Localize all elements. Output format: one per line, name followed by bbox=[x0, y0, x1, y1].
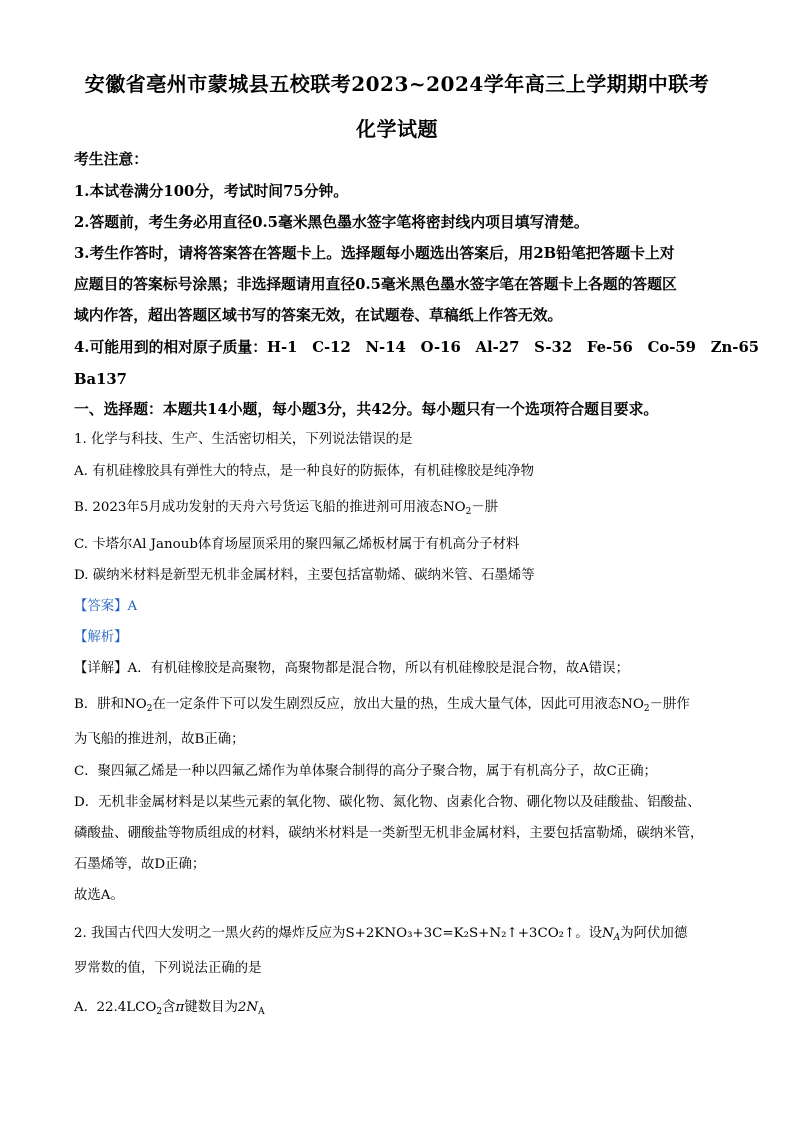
q1-detail-b-line-1: B．肼和$NO_2$在一定条件下可以发生剧烈反应，放出大量的热，生成大量气体，因此可用液态$NO_2-$肼作 bbox=[74, 697, 690, 714]
q1-option-b: B. 2023年5月成功发射的天舟六号货运飞船的推进剂可用液态$NO_2-$肼 bbox=[74, 500, 499, 517]
notice-item-4-line-1: 4.可能用到的相对原子质量：H-1 C-12 N-14 O-16 Al-27 S-32 Fe-56 Co-59 Zn-65 bbox=[74, 339, 760, 356]
avogadro-symbol: $N_A$ bbox=[602, 926, 621, 943]
no2-formula: $NO_2$ bbox=[442, 500, 472, 517]
notice-heading: 考生注意： bbox=[74, 151, 148, 168]
q1-detail-d-line-3: 石墨烯等，故D正确； bbox=[74, 857, 206, 872]
q2-stem-line-2: 罗常数的值，下列说法正确的是 bbox=[74, 961, 262, 976]
q1-detail-a: 【详解】A．有机硅橡胶是高聚物，高聚物都是混合物，所以有机硅橡胶是混合物，故A错误； bbox=[74, 661, 629, 676]
q1-detail-c: C．聚四氟乙烯是一种以四氟乙烯作为单体聚合制得的高分子聚合物，属于有机高分子，故C正确； bbox=[74, 764, 657, 779]
q2-option-a: A. $22.4LCO_2$含π键数目为$2N_A$ bbox=[74, 1000, 265, 1017]
notice-item-3-line-1: 3.考生作答时，请将答案答在答题卡上。选择题每小题选出答案后，用2B铅笔把答题卡上对 bbox=[74, 245, 675, 262]
notice-item-3-line-2: 应题目的答案标号涂黑；非选择题请用直径0.5毫米黑色墨水签字笔在答题卡上各题的答题区 bbox=[74, 276, 677, 293]
q1-detail-d-line-1: D．无机非金属材料是以某些元素的氧化物、碳化物、氮化物、卤素化合物、硼化物以及硅酸盐、铝酸盐、 bbox=[74, 795, 701, 810]
exam-title: 安徽省亳州市蒙城县五校联考2023~2024学年高三上学期期中联考 bbox=[84, 72, 710, 96]
q1-answer: 【答案】A bbox=[74, 599, 138, 614]
q2-stem-line-1: 2. 我国古代四大发明之一黑火药的爆炸反应为S+2KNO₃+3C=K₂S+N₂↑+3CO₂↑。设$N_A$为阿伏加德 bbox=[74, 926, 688, 943]
notice-item-1: 1.本试卷满分100分，考试时间75分钟。 bbox=[74, 183, 349, 200]
reaction-equation: S+2KNO₃+3C=K₂S+N₂↑+3CO₂↑ bbox=[345, 926, 576, 941]
q1-option-a: A. 有机硅橡胶具有弹性大的特点，是一种良好的防振体，有机硅橡胶是纯净物 bbox=[74, 464, 535, 479]
no2-formula: $NO_2$ bbox=[621, 697, 650, 714]
notice-item-3-line-3: 域内作答，超出答题区域书写的答案无效，在试题卷、草稿纸上作答无效。 bbox=[74, 307, 563, 324]
q1-stem: 1. 化学与科技、生产、生活密切相关，下列说法错误的是 bbox=[74, 432, 413, 447]
q1-detail-d-line-2: 磷酸盐、硼酸盐等物质组成的材料，碳纳米材料是一类新型无机非金属材料，主要包括富勒烯，碳纳米管， bbox=[74, 826, 704, 841]
notice-item-2: 2.答题前，考生务必用直径0.5毫米黑色墨水签字笔将密封线内项目填写清楚。 bbox=[74, 214, 589, 231]
notice-item-4-line-2: Ba137 bbox=[74, 371, 127, 388]
q1-conclusion: 故选A。 bbox=[74, 888, 124, 903]
q1-option-d: D. 碳纳米材料是新型无机非金属材料，主要包括富勒烯、碳纳米管、石墨烯等 bbox=[74, 568, 535, 583]
q1-detail-b-line-2: 为飞船的推进剂，故B正确； bbox=[74, 732, 245, 747]
q1-analysis-heading: 【解析】 bbox=[74, 630, 128, 645]
exam-subtitle: 化学试题 bbox=[356, 117, 438, 141]
section-heading: 一、选择题：本题共14小题，每小题3分，共42分。每小题只有一个选项符合题目要求。 bbox=[74, 401, 659, 418]
q1-option-c: C. 卡塔尔Al Janoub体育场屋顶采用的聚四氟乙烯板材属于有机高分子材料 bbox=[74, 537, 520, 552]
q1-option-b-text: B. 2023年5月成功发射的天舟六号货运飞船的推进剂可用液态 bbox=[74, 500, 443, 515]
no2-formula: $NO_2$ bbox=[124, 697, 153, 714]
